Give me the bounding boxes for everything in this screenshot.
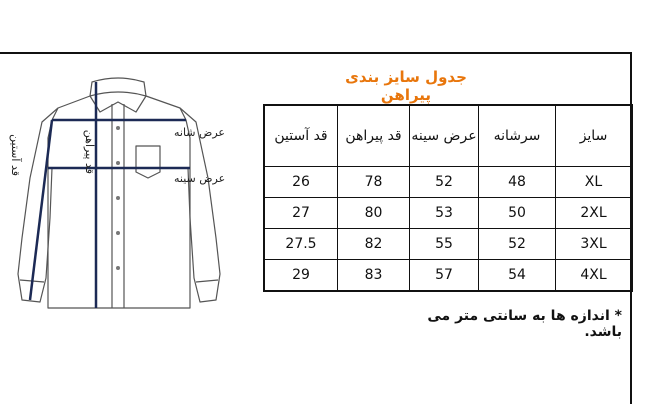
collar-points	[90, 96, 146, 112]
cell-shirt-length: 80	[338, 198, 410, 229]
cell-chest-width: 55	[410, 229, 479, 260]
cell-shirt-length: 82	[338, 229, 410, 260]
cell-size: 4XL	[556, 260, 633, 292]
cell-shirt-length: 78	[338, 167, 410, 198]
chest-width-label: عرض سینه	[174, 172, 226, 185]
sleeve-length-label: قد آستین	[9, 134, 22, 176]
cell-sleeve-length: 27	[264, 198, 338, 229]
frame-top-border	[0, 52, 632, 54]
table-header-row	[264, 105, 632, 167]
size-chart-title: جدول سایز بندی پیراهن	[345, 68, 467, 104]
table-row	[264, 229, 632, 260]
cell-shoulder: 54	[479, 260, 556, 292]
cell-sleeve-length: 26	[264, 167, 338, 198]
cell-shirt-length: 83	[338, 260, 410, 292]
pocket	[136, 146, 160, 178]
cell-size: 2XL	[556, 198, 633, 229]
right-cuff	[196, 280, 218, 282]
cell-size: XL	[556, 167, 633, 198]
cell-size: 3XL	[556, 229, 633, 260]
header-size: سایز	[556, 105, 633, 167]
header-shirt-length: قد پیراهن	[338, 105, 410, 167]
cell-chest-width: 57	[410, 260, 479, 292]
cell-chest-width: 52	[410, 167, 479, 198]
units-note: * اندازه ها به سانتی متر می باشد.	[427, 308, 622, 340]
cell-sleeve-length: 29	[264, 260, 338, 292]
cell-sleeve-length: 27.5	[264, 229, 338, 260]
left-sleeve	[18, 108, 58, 302]
shirt-length-label: قد پیراهن	[83, 129, 96, 174]
placket	[112, 104, 124, 308]
table-row	[264, 260, 632, 292]
cell-shoulder: 52	[479, 229, 556, 260]
sleeve-length-line	[30, 120, 52, 300]
table-row	[264, 167, 632, 198]
table-row	[264, 198, 632, 229]
size-table	[263, 104, 633, 292]
header-shoulder: سرشانه	[479, 105, 556, 167]
shirt-diagram	[0, 68, 240, 328]
header-sleeve-length: قد آستین	[264, 105, 338, 167]
collar	[90, 78, 146, 96]
shoulder-width-label: عرض شانه	[174, 126, 225, 139]
header-chest-width: عرض سینه	[410, 105, 479, 167]
cell-shoulder: 48	[479, 167, 556, 198]
cell-chest-width: 53	[410, 198, 479, 229]
cell-shoulder: 50	[479, 198, 556, 229]
